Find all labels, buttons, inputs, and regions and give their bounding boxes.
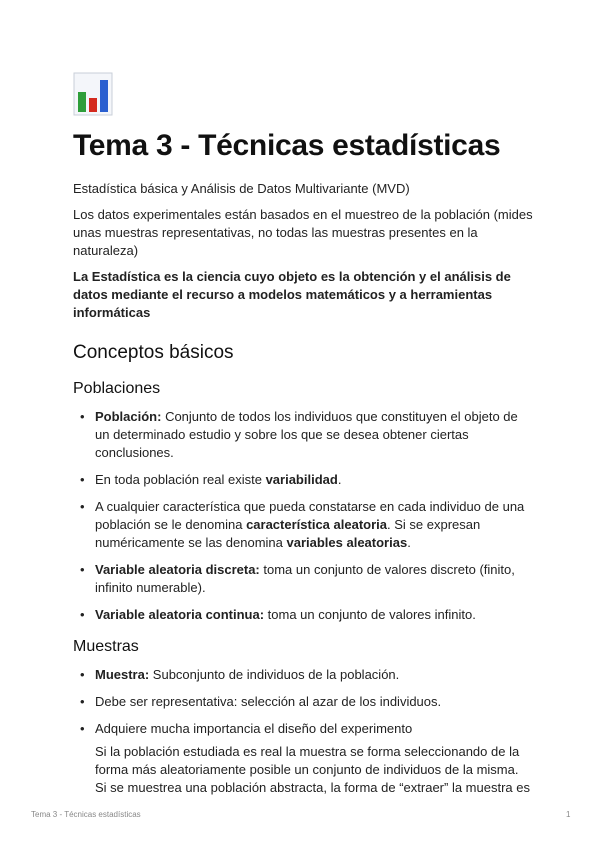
page-number: 1 xyxy=(566,810,571,819)
footer-title: Tema 3 - Técnicas estadísticas xyxy=(31,810,141,819)
bullet-icon: • xyxy=(80,694,85,709)
muestras-heading: Muestras xyxy=(73,638,139,655)
list-item: • Debe ser representativa: selección al azar de los individuos. xyxy=(80,694,442,709)
definition-paragraph: La Estadística es la ciencia cuyo objeto es la obtención y el análisis de datos mediante el recurso a modelos matemáticos y a herramientas informáticas xyxy=(73,269,511,320)
list-item: • Adquiere mucha importancia el diseño del experimento xyxy=(80,721,413,736)
poblaciones-list xyxy=(73,408,533,624)
bullet-icon: • xyxy=(80,472,85,487)
muestras-followup-paragraph: Si la población estudiada es real la muestra se forma seleccionando de la forma más aleatoriamente posible un conjunto de individuos de la misma. Si se muestrea una población abstracta, la forma de “extraer” la muestra es xyxy=(95,744,530,795)
page-title: Tema 3 - Técnicas estadísticas xyxy=(73,129,501,162)
bar-chart-icon xyxy=(73,72,113,116)
bullet-icon: • xyxy=(80,409,85,424)
bullet-icon: • xyxy=(80,499,85,514)
bullet-icon: • xyxy=(80,667,85,682)
bullet-icon: • xyxy=(80,562,85,577)
list-item: • A cualquier característica que pueda constatarse en cada individuo de una población se le denomina característica aleatoria. Si se expresan numéricamente se las denomina variables aleatorias. xyxy=(80,499,525,550)
list-item: • Población: Conjunto de todos los individuos que constituyen el objeto de un determinado estudio y sobre los que se desea obtener ciertas conclusiones. xyxy=(80,409,518,460)
section-heading: Conceptos básicos xyxy=(73,342,234,363)
list-item: • Variable aleatoria discreta: toma un conjunto de valores discreto (finito, infinito numerable). xyxy=(80,562,515,595)
bullet-icon: • xyxy=(80,607,85,622)
page-content xyxy=(73,72,533,797)
list-item: • Muestra: Subconjunto de individuos de la población. xyxy=(80,667,400,682)
muestras-list xyxy=(73,666,533,738)
subtitle: Estadística básica y Análisis de Datos Multivariante (MVD) xyxy=(73,181,410,196)
list-item: • En toda población real existe variabilidad. xyxy=(80,472,342,487)
list-item: • Variable aleatoria continua: toma un conjunto de valores infinito. xyxy=(80,607,476,622)
poblaciones-heading: Poblaciones xyxy=(73,380,161,397)
bullet-icon: • xyxy=(80,721,85,736)
intro-paragraph: Los datos experimentales están basados en el muestreo de la población (mides unas muestras representativas, no todas las muestras presentes en la naturaleza) xyxy=(73,207,533,258)
